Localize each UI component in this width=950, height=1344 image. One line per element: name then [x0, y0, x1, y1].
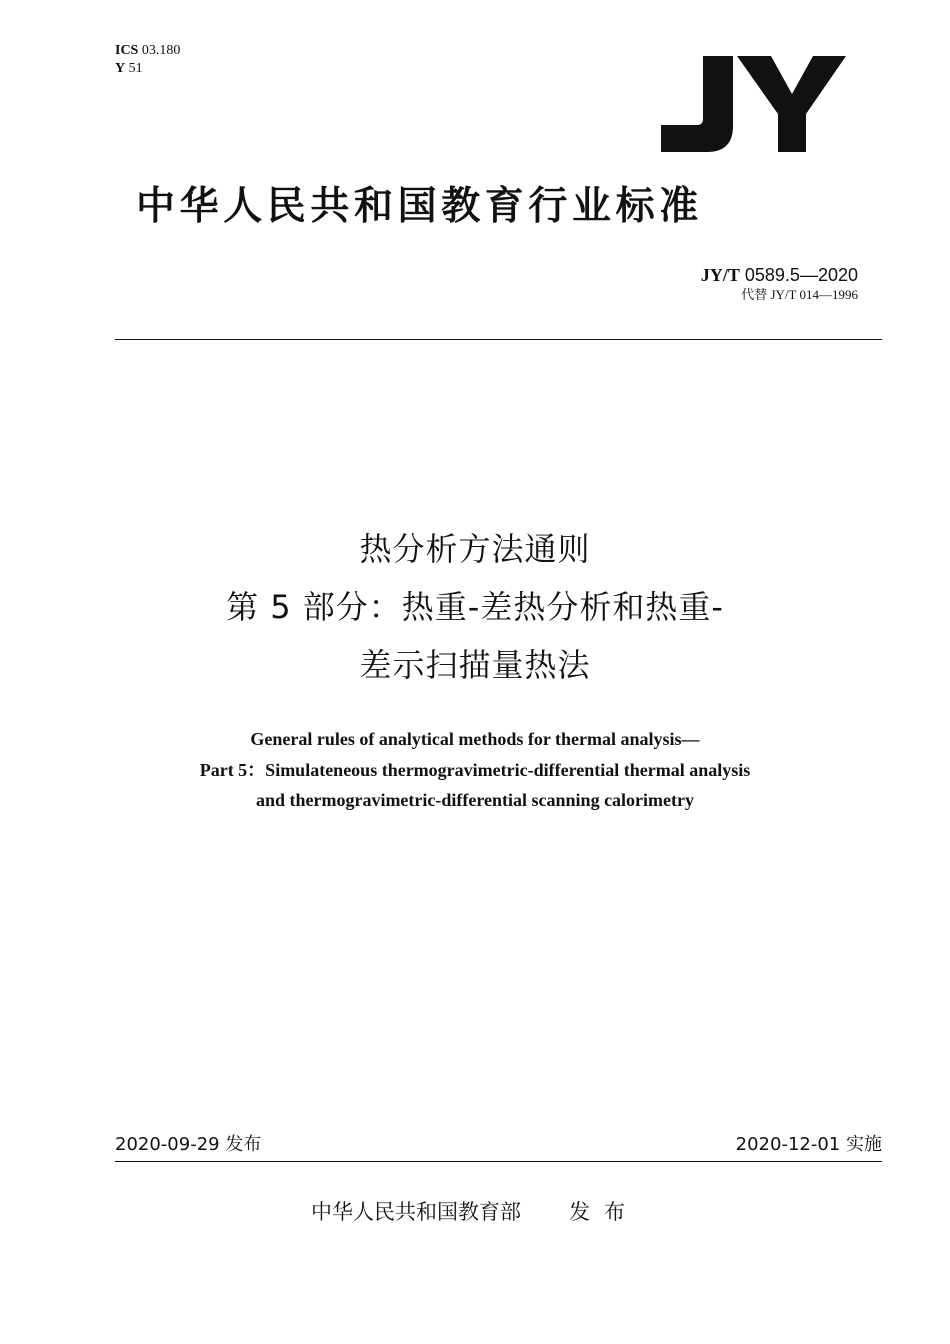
issuer — [0, 1197, 950, 1227]
publish-date: 2020-09-29 发布 — [115, 1134, 262, 1155]
standard-number-value: 0589.5—2020 — [744, 265, 858, 285]
english-title-line-2: Part 5：Simulateneous thermogravimetric-differential thermal analysis — [199, 759, 751, 780]
standard-number — [701, 264, 858, 286]
implement-date: 2020-12-01 实施 — [735, 1134, 882, 1155]
ccs-line — [115, 60, 180, 78]
chinese-title-line-3: 差示扫描量热法 — [359, 646, 591, 684]
issuer-name: 中华人民共和国教育部 — [311, 1200, 521, 1224]
ccs-code: 51 — [128, 61, 143, 76]
chinese-title-line-2: 第 5 部分：热重-差热分析和热重- — [226, 588, 724, 626]
chinese-title — [0, 520, 950, 694]
jy-logo — [661, 56, 846, 152]
standard-category-title: 中华人民共和国教育行业标准 — [136, 184, 703, 229]
ics-code: 03.180 — [141, 43, 181, 58]
top-divider — [115, 339, 882, 340]
english-title-line-3: and thermogravimetric-differential scanning calorimetry — [255, 790, 695, 810]
ics-line — [115, 42, 180, 60]
replaces-standard: 代替 JY/T 014—1996 — [741, 287, 858, 302]
chinese-title-line-1: 热分析方法通则 — [359, 530, 591, 568]
ics-label: ICS — [115, 43, 139, 58]
ccs-label: Y — [115, 61, 126, 76]
bottom-divider — [115, 1161, 882, 1162]
standard-prefix: JY/T — [700, 265, 740, 285]
english-title-line-1: General rules of analytical methods for thermal analysis— — [250, 729, 700, 749]
classification-codes — [115, 42, 180, 78]
issuer-action: 发布 — [569, 1200, 639, 1224]
english-title — [0, 724, 950, 816]
